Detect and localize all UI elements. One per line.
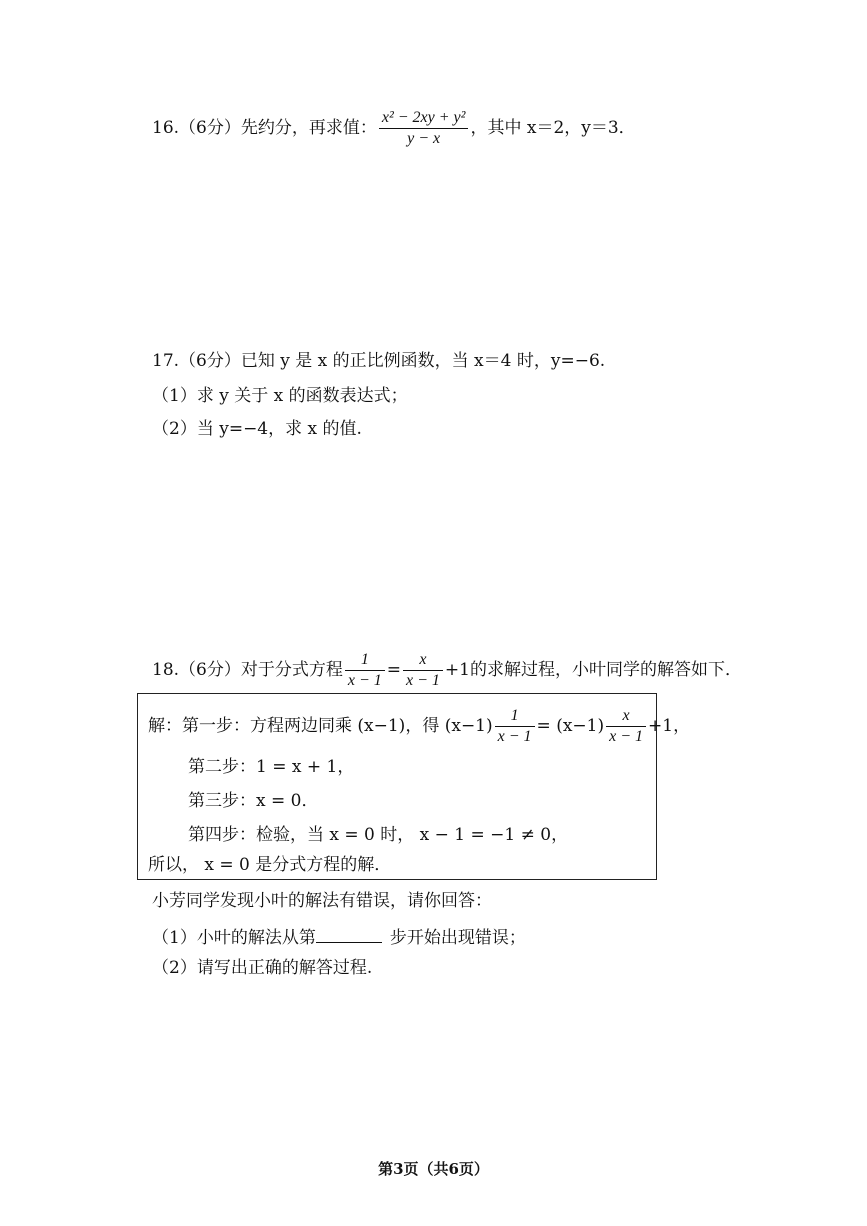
question-17-part-1: （1）求 y 关于 x 的函数表达式；	[152, 386, 408, 406]
q16-fraction	[379, 108, 469, 149]
q18-frac2-denominator: x − 1	[406, 672, 440, 689]
q18-part1-suffix: 步开始出现错误；	[389, 928, 526, 948]
q18-suffix: 的求解过程，小叶同学的解答如下．	[469, 660, 742, 680]
solution-step-2: 第二步：1 = x + 1，	[188, 757, 355, 777]
q18-equation-fraction-2	[403, 650, 443, 691]
solution-step-1	[148, 706, 690, 747]
q16-suffix: ，其中 x＝2，y＝3．	[470, 118, 636, 138]
q18-prefix: 18.（6分）对于分式方程	[152, 660, 343, 680]
q18-frac1-numerator: 1	[345, 650, 385, 671]
q18-eq-tail: +1	[444, 660, 470, 680]
question-18-follow-up: 小芳同学发现小叶的解法有错误，请你回答：	[152, 891, 492, 911]
question-18-stem	[152, 650, 742, 691]
q16-fraction-denominator: y − x	[407, 130, 441, 147]
solution-conclusion: 所以， x = 0 是分式方程的解．	[148, 855, 392, 875]
q18-equation-fraction-1	[345, 650, 385, 691]
q18-frac2-numerator: x	[403, 650, 443, 671]
answer-blank[interactable]	[316, 924, 382, 943]
q18-frac1-denominator: x − 1	[347, 672, 382, 689]
step1-tail: +1，	[648, 716, 691, 736]
solution-step-4: 第四步：检验，当 x = 0 时， x − 1 = −1 ≠ 0，	[188, 825, 569, 845]
question-18-part-2: （2）请写出正确的解答过程.	[152, 958, 373, 978]
solution-box	[137, 693, 691, 880]
q16-prefix: 16.（6分）先约分，再求值：	[152, 118, 377, 138]
step1-fraction-2	[606, 706, 646, 747]
step1-mid: = (x−1)	[536, 716, 605, 736]
q18-part1-prefix: （1）小叶的解法从第	[152, 928, 316, 948]
question-16	[152, 108, 636, 149]
step1-text: 解：第一步：方程两边同乘 (x−1)，得 (x−1)	[148, 716, 493, 736]
question-18-part-1	[152, 924, 526, 949]
solution-step-3: 第三步：x = 0．	[188, 791, 319, 811]
step1-fraction-1	[495, 706, 535, 747]
step1-frac2-denominator: x − 1	[609, 728, 644, 745]
page-footer: 第3页（共6页）	[378, 1160, 489, 1178]
step1-frac1-numerator: 1	[495, 706, 535, 727]
question-17-stem: 17.（6分）已知 y 是 x 的正比例函数，当 x＝4 时，y=−6.	[152, 351, 606, 371]
q18-equals: =	[386, 660, 402, 680]
q16-fraction-numerator: x² − 2xy + y²	[379, 108, 469, 129]
step1-frac1-denominator: x − 1	[497, 728, 532, 745]
step1-frac2-numerator: x	[606, 706, 646, 727]
question-17-part-2: （2）当 y=−4，求 x 的值.	[152, 419, 362, 439]
